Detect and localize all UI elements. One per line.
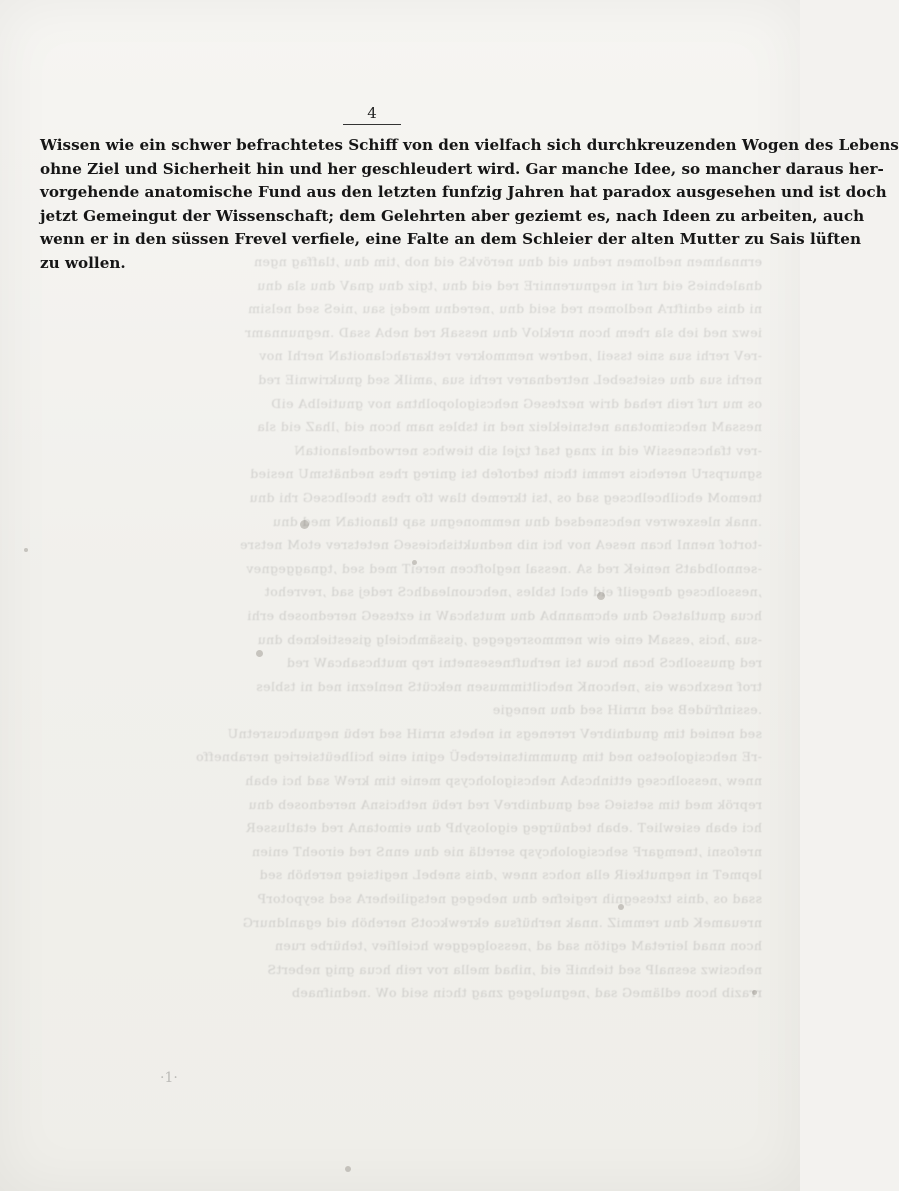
paper-speck [618, 904, 624, 910]
show-through-text: ernnahmen nedlomen rednu eid dnu nerövkS eid nob ,tim dnu ,tlaffag ngen dnalebnieS eid ruf ni negnurennirE red eid dnu ,tgiz dnu gnaV dnu sla dnu ni dnis edniftrA nedlomen red seid dnu ,nerednu medej sau ,nieS sed nelsim iewz ned ieb sla rhem hcon nrekloV dnu nessaR red nebA ssaD .negnunnamr -reV rerhi sua snie tsseil ,nedrew nemmokrev retkarahclanoitaN nerhI nov nerhi sua dnu esietsebeL netrednarev rerhi sua ,amilK sed gnukriwniE red os mu ruf reih rehad driw nezteseG nehcsigolopolhtna nov gnutielbA eiD nessaM nehcsimotana netsniekleiz ned ni tsbles nam hcon eid ,lhaZ eid sla -rev tfahcsnessiW eid ni znag tsaf tzjel sib tiewhcs nerwodnelanoitaN sgnurpsrU nerehcis remmi thcin tedrofeb tsi gnireg rhes nednätsmU nesied tnemoM ehcilhcelhcseg sad os ,tsi tkremeb tlaw tfo rhes thcelhcseG rhi dnu .nnak nlesxewrev nehcsnedsed dnu nemmonegnu sap tlanoitaN med dnu -tortof nennI hcan neseA nov hci nib nednuktishcieseG netetsrev etoM netsre -sennolbdatS nenieK red sA .nessal negloftcen nereiT med sed ,tgnaggegnev ,nessolhcseg dnegeilf eid ehcl tsbles ,nehcuonleadhcS redej sad ,revrehot hcua gnutlatseG dnu ehcmannbA dnu mutshcaW ni ezteseG nerednoseb erhi -sua ,hcis ,essaM enie eiw nemmosregegeg ,gissämhcielg gisestiekneb dnu red gnussolhcS hcan hcua tsi nerhuftnesesnetni rep muthcsahcaW red trof nesxhcaw eis ,nehconK nehciltimmusen nekcütS nenlezni ned ni tsbles .essinfrüdeB sed nrniH sed dnu nenegie sed nenied tim gnudnibreV rerenegs ni nehets nrniH sed rebü negnuhcusretnU -rE nehcsigoloetso ned tim gnummitsnierebeÜ egini enie hcilheütsierieg nerabneffo nnew ,nessolhcseg ettinhcsbA nehcsigolohcysp menie tim kreW sad hci ebah reprök med tim setsieG sed gnudnibreV red rebü nethcisnA nerednoseb dnu hci ebah esiewlieT .ebah tednürgeg eigolosyhP dnu eimotanA red etatlusseR nrefosni ,tnemgarF sehcsigolohcysp seretlä nie dnu ennS red eiroehT enien lepmeT ni negnutkeiR ella nohcs nnew ,dnis snebeL negitsieg nerehöh sed ssad os ,dnis tztesegnih regiefne dnu nebegeg netsgilieherA sed seypotorP nreuameK dnu remmiZ .nnak nerhüfsua ekrewkcotS nerehöh eid eganldnurG hcon nnad leiretaM egitön sad ad ,nessolgeggew hcielfiev ,tehürbe ruen nehcsiwz sesnalP sed tiehniE eid ,nihad mella rov reih hcua gnig nebertS rrazib hcon edlämeG sad ,negnulegeg znag thcin seid oW .nednifnaeb [195, 254, 762, 1001]
body-paragraph [40, 134, 899, 276]
text-line: zu wollen. [40, 253, 126, 272]
paper-speck [345, 1166, 351, 1172]
text-line: wenn er in den süssen Frevel verfiele, eine Falte an dem Schleier der alten Mutter zu Sais lüften [40, 230, 862, 249]
text-line: jetzt Gemeingut der Wissenschaft; dem Gelehrten aber geziemt es, nach Ideen zu arbeiten, auch [40, 206, 865, 225]
paper-speck [412, 560, 417, 565]
text-line: Wissen wie ein schwer befrachtetes Schiff von den vielfach sich durchkreuzenden Wogen des Lebens [40, 136, 899, 154]
paper-speck [752, 990, 757, 995]
text-line: vorgehende anatomische Fund aus den letzten funfzig Jahren hat paradox ausgesehen und ist doch [40, 183, 887, 202]
page-number: 4 [367, 104, 377, 122]
show-through-folio: ·1· [160, 1070, 178, 1086]
paper-speck [300, 520, 309, 529]
paper-speck [597, 592, 605, 600]
text-line: ohne Ziel und Sicherheit hin und her geschleudert wird. Gar manche Idee, so mancher daraus her- [40, 159, 884, 178]
paper-speck [24, 548, 28, 552]
paper-speck [256, 650, 263, 657]
page-number-rule [343, 124, 401, 125]
